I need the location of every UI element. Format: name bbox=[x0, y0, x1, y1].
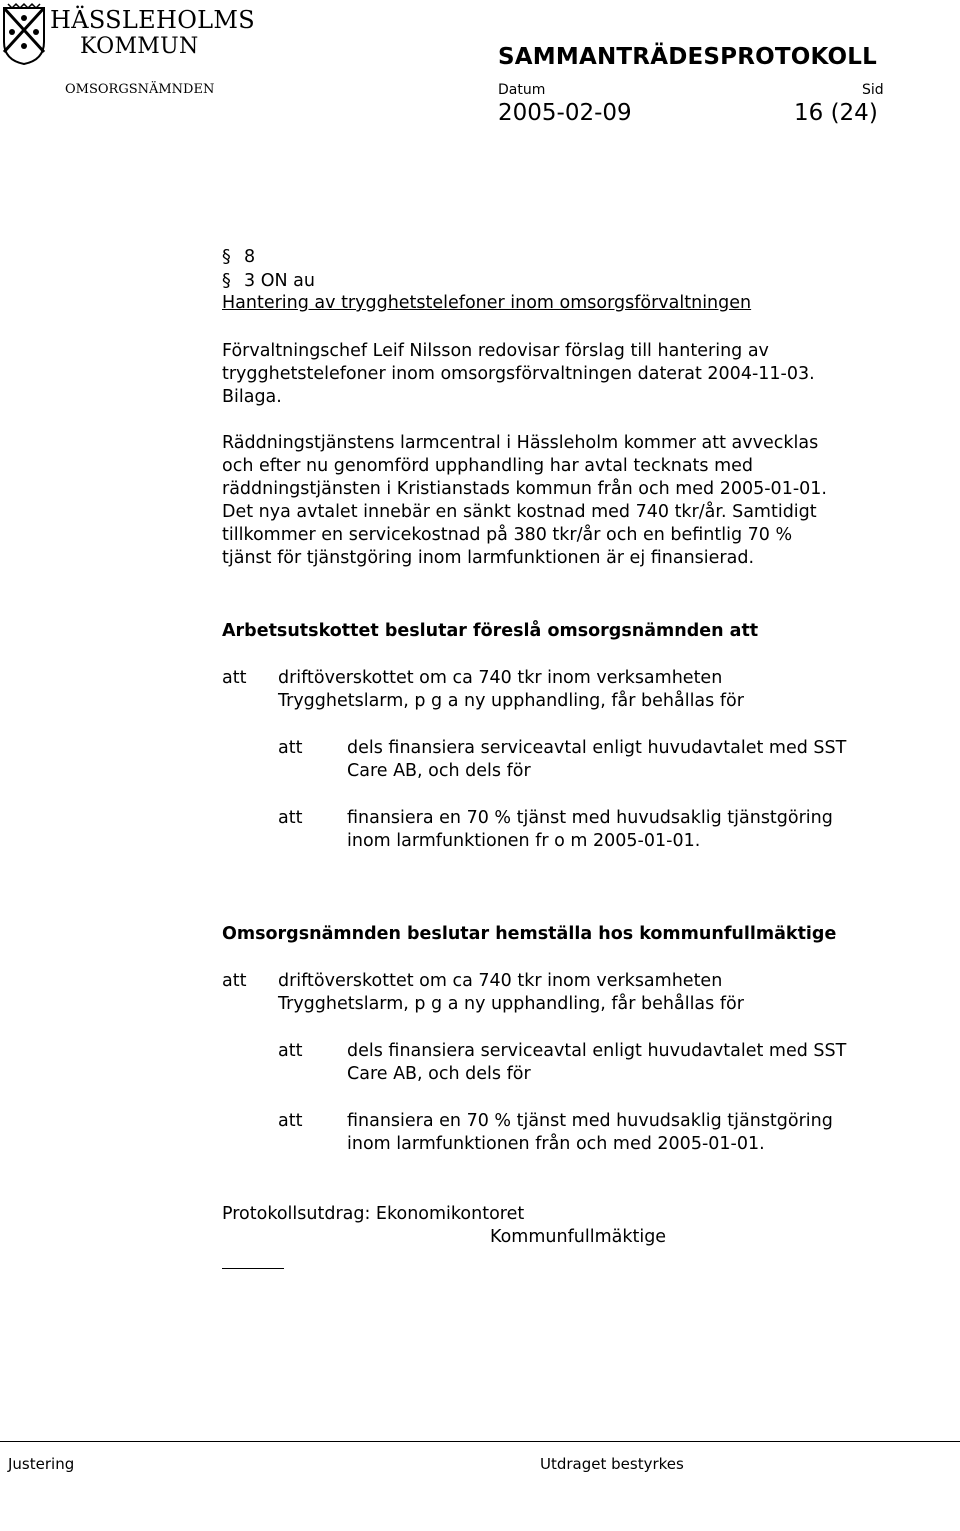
body-line: räddningstjänsten i Kristianstads kommun från och med 2005-01-01. bbox=[222, 479, 827, 499]
body-line: Räddningstjänstens larmcentral i Hässleholm kommer att avvecklas bbox=[222, 433, 819, 453]
decision-text bbox=[278, 970, 744, 1016]
decision-sub2-line: finansiera en 70 % tjänst med huvudsaklig tjänstgöring bbox=[347, 1111, 833, 1131]
decision-sub2-att: att bbox=[278, 1111, 303, 1131]
date-label: Datum bbox=[498, 82, 546, 98]
org-name-line1: HÄSSLEHOLMS bbox=[50, 6, 256, 34]
section-reference: 3 ON au bbox=[244, 271, 315, 291]
proposal-sub2-line: inom larmfunktionen fr o m 2005-01-01. bbox=[347, 831, 701, 851]
section-sign: § bbox=[222, 247, 231, 267]
body-paragraph bbox=[222, 432, 827, 570]
distribution-label: Protokollsutdrag: Ekonomikontoret bbox=[222, 1204, 525, 1224]
footer-divider bbox=[0, 1441, 960, 1442]
document-title: SAMMANTRÄDESPROTOKOLL bbox=[498, 44, 877, 70]
proposal-heading: Arbetsutskottet beslutar föreslå omsorgsnämnden att bbox=[222, 621, 759, 641]
proposal-sub1-line: dels finansiera serviceavtal enligt huvudavtalet med SST bbox=[347, 738, 847, 758]
section-number: 8 bbox=[244, 247, 256, 267]
intro-line: Förvaltningschef Leif Nilsson redovisar förslag till hantering av bbox=[222, 341, 769, 361]
decision-heading: Omsorgsnämnden beslutar hemställa hos kommunfullmäktige bbox=[222, 924, 837, 944]
section-title: Hantering av trygghetstelefoner inom omsorgsförvaltningen bbox=[222, 293, 752, 313]
decision-line: driftöverskottet om ca 740 tkr inom verksamheten bbox=[278, 971, 723, 991]
proposal-text bbox=[278, 667, 744, 713]
intro-paragraph bbox=[222, 340, 815, 409]
proposal-sub1-text bbox=[347, 737, 846, 783]
body-line: Det nya avtalet innebär en sänkt kostnad med 740 tkr/år. Samtidigt bbox=[222, 502, 817, 522]
decision-att: att bbox=[222, 971, 247, 991]
intro-line: trygghetstelefoner inom omsorgsförvaltningen daterat 2004-11-03. bbox=[222, 364, 815, 384]
footer-utdraget: Utdraget bestyrkes bbox=[540, 1455, 684, 1473]
reference-sign: § bbox=[222, 271, 231, 291]
decision-sub2-text bbox=[347, 1110, 833, 1156]
decision-line: Trygghetslarm, p g a ny upphandling, får behållas för bbox=[278, 994, 744, 1014]
intro-line: Bilaga. bbox=[222, 387, 282, 407]
proposal-sub2-line: finansiera en 70 % tjänst med huvudsaklig tjänstgöring bbox=[347, 808, 833, 828]
decision-sub1-att: att bbox=[278, 1041, 303, 1061]
page-label: Sid bbox=[862, 82, 884, 98]
decision-sub2-line: inom larmfunktionen från och med 2005-01-01. bbox=[347, 1134, 765, 1154]
body-line: och efter nu genomförd upphandling har avtal tecknats med bbox=[222, 456, 754, 476]
meeting-date: 2005-02-09 bbox=[498, 100, 632, 126]
decision-sub1-line: dels finansiera serviceavtal enligt huvudavtalet med SST bbox=[347, 1041, 847, 1061]
distribution-second: Kommunfullmäktige bbox=[490, 1227, 667, 1247]
body-line: tillkommer en servicekostnad på 380 tkr/år och en befintlig 70 % bbox=[222, 525, 793, 545]
coat-of-arms-icon bbox=[2, 2, 46, 66]
proposal-sub1-line: Care AB, och dels för bbox=[347, 761, 531, 781]
proposal-line: Trygghetslarm, p g a ny upphandling, får behållas för bbox=[278, 691, 744, 711]
department-name: OMSORGSNÄMNDEN bbox=[65, 82, 215, 97]
proposal-line: driftöverskottet om ca 740 tkr inom verksamheten bbox=[278, 668, 723, 688]
decision-sub1-line: Care AB, och dels för bbox=[347, 1064, 531, 1084]
proposal-sub1-att: att bbox=[278, 738, 303, 758]
signature-line bbox=[222, 1268, 284, 1269]
org-name-line2: KOMMUN bbox=[80, 34, 199, 59]
body-line: tjänst för tjänstgöring inom larmfunktionen är ej finansierad. bbox=[222, 548, 755, 568]
page-number: 16 (24) bbox=[794, 100, 878, 126]
proposal-sub2-att: att bbox=[278, 808, 303, 828]
decision-sub1-text bbox=[347, 1040, 846, 1086]
proposal-att: att bbox=[222, 668, 247, 688]
footer-justering: Justering bbox=[8, 1455, 75, 1473]
proposal-sub2-text bbox=[347, 807, 833, 853]
